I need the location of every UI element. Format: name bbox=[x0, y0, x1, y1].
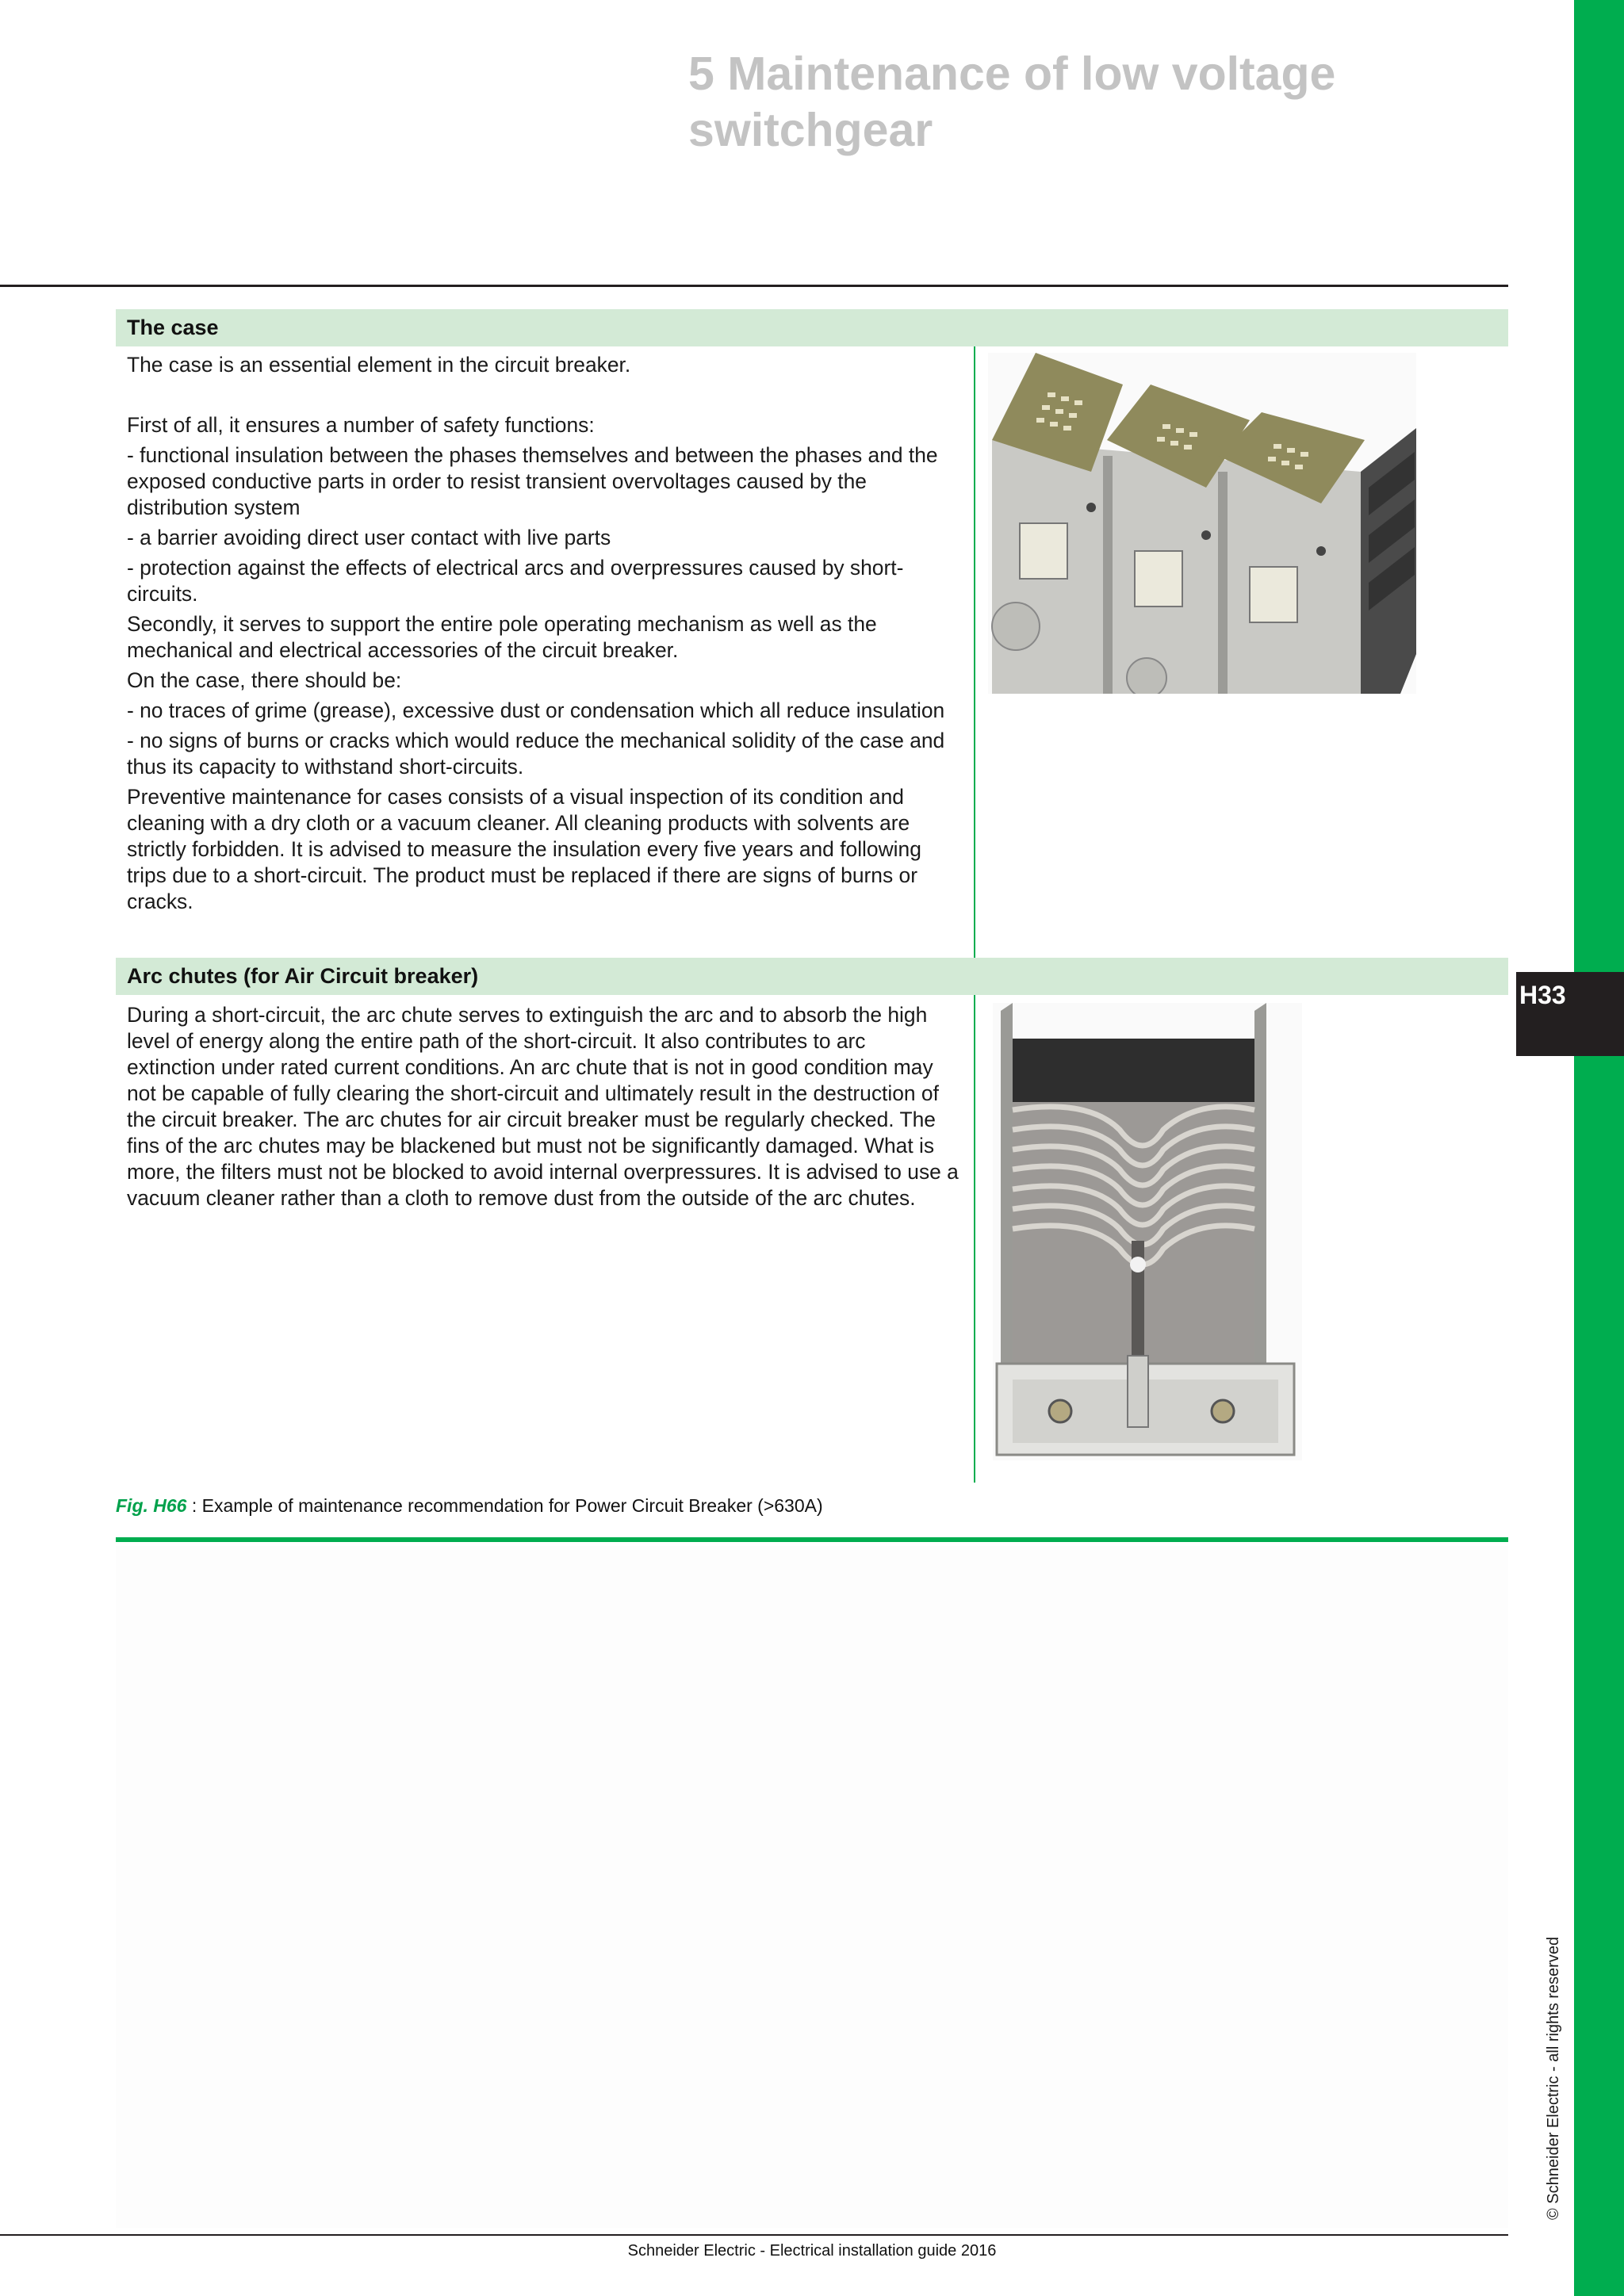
paragraph: - functional insulation between the phases themselves and between the phases and the exposed conductive parts in order to resist transient overvoltages caused by the distribution system bbox=[127, 443, 938, 519]
paragraph: - no traces of grime (grease), excessive dust or condensation which all reduce insulation bbox=[127, 698, 945, 722]
section-heading-the-case bbox=[116, 309, 1508, 346]
caption-rule bbox=[116, 1537, 1508, 1542]
figure-caption bbox=[116, 1495, 823, 1517]
paragraph: - no signs of burns or cracks which would reduce the mechanical solidity of the case and thus its capacity to withstand short-circuits. bbox=[127, 729, 945, 779]
chapter-title: 5 Maintenance of low voltage switchgear bbox=[688, 48, 1336, 156]
arc-chutes-body bbox=[127, 1002, 959, 1211]
column-divider bbox=[974, 995, 975, 1483]
the-case-body bbox=[127, 352, 959, 915]
arc-chute-photo bbox=[993, 1003, 1302, 1460]
paragraph: - protection against the effects of electrical arcs and overpressures caused by short-circuits. bbox=[127, 556, 904, 606]
paragraph: - a barrier avoiding direct user contact with live parts bbox=[127, 526, 611, 549]
side-green-bar bbox=[1574, 0, 1624, 2296]
circuit-breaker-case-photo bbox=[988, 353, 1416, 694]
paragraph: On the case, there should be: bbox=[127, 668, 402, 692]
section-heading-text: The case bbox=[127, 316, 219, 339]
footer-text: Schneider Electric - Electrical installation guide 2016 bbox=[627, 2242, 997, 2260]
paragraph: Secondly, it serves to support the entire pole operating mechanism as well as the mechanical and electrical accessories of the circuit breaker. bbox=[127, 612, 877, 662]
paragraph: First of all, it ensures a number of safety functions: bbox=[127, 413, 595, 437]
column-divider bbox=[974, 346, 975, 958]
paragraph: Preventive maintenance for cases consists of a visual inspection of its condition and cleaning with a dry cloth or a vacuum cleaner. All cleaning products with solvents are strictly forbidden. It is advised to measure the insulation every five years and following trips due to a short-circuit. The product must be replaced if there are signs of burns or cracks. bbox=[127, 785, 921, 913]
page-number: H33 bbox=[1519, 981, 1566, 1009]
figure-label: Fig. H66 bbox=[116, 1495, 187, 1516]
header-rule bbox=[0, 285, 1508, 287]
section-heading-text: Arc chutes (for Air Circuit breaker) bbox=[127, 964, 479, 988]
empty-content-area bbox=[116, 1546, 1508, 2228]
paragraph: During a short-circuit, the arc chute serves to extinguish the arc and to absorb the high level of energy along the entire path of the short-circuit. It also contributes to arc extinction under rated current conditions. An arc chute that is not in good condition may not be capable of fully clearing the short-circuit and ultimately result in the destruction of the circuit breaker. The arc chutes for air circuit breaker must be regularly checked. The fins of the arc chutes may be blackened but must not be significantly damaged. What is more, the filters must not be blocked to avoid internal overpressures. It is advised to use a vacuum cleaner rather than a cloth to remove dust from the outside of the arc chutes. bbox=[127, 1003, 959, 1210]
copyright-note: © Schneider Electric - all rights reserved bbox=[1545, 1936, 1562, 2220]
footer-rule bbox=[0, 2234, 1508, 2236]
page-number-tab bbox=[1516, 972, 1624, 1056]
paragraph: The case is an essential element in the circuit breaker. bbox=[127, 353, 631, 377]
section-heading-arc-chutes bbox=[116, 958, 1508, 995]
figure-caption-text: : Example of maintenance recommendation for Power Circuit Breaker (>630A) bbox=[186, 1495, 823, 1516]
